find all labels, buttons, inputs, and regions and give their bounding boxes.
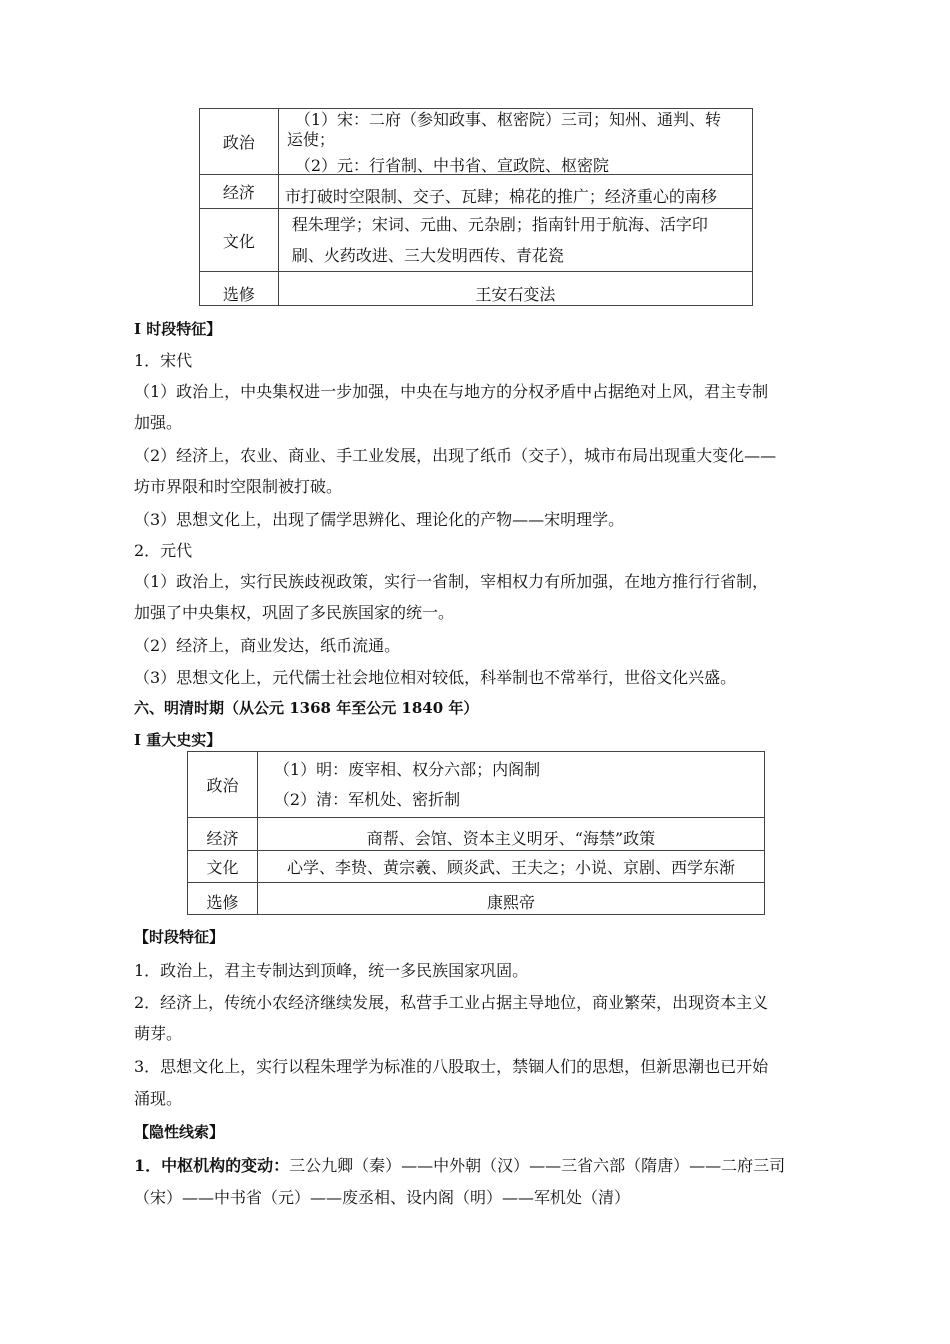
- table-row: [188, 883, 765, 915]
- content-line: （1）宋：二府（参知政事、枢密院）三司；知州、通判、转: [294, 110, 722, 129]
- table-row: [188, 752, 765, 818]
- row-content: [257, 851, 764, 883]
- content-line: 程朱理学；宋词、元曲、元杂剧；指南针用于航海、活字印: [291, 215, 708, 234]
- subsection-title: 1．宋代: [134, 351, 193, 370]
- paragraph-line: （2）经济上，农业、商业、手工业发展，出现了纸币（交子），城市布局出现重大变化——: [134, 446, 777, 465]
- paragraph-line: 1．政治上，君主专制达到顶峰，统一多民族国家巩固。: [134, 961, 529, 980]
- content-line: 王安石变法: [475, 285, 556, 304]
- row-label: 选修: [188, 883, 258, 915]
- row-label: 政治: [200, 109, 279, 175]
- content-line: 市打破时空限制、交子、瓦肆；棉花的推广；经济重心的南移: [284, 187, 717, 206]
- content-line: 心学、李贽、黄宗羲、顾炎武、王夫之；小说、京剧、西学东渐: [286, 858, 735, 877]
- chapter-title-range: （从公元 1368 年至公元 1840 年）: [224, 699, 479, 717]
- subsection-title: 2．元代: [134, 541, 193, 560]
- content-line: 商帮、会馆、资本主义明牙、“海禁”政策: [366, 828, 656, 848]
- row-content: [257, 752, 764, 818]
- row-label: 政治: [188, 752, 258, 818]
- table-row: [200, 109, 753, 175]
- row-label: 文化: [188, 851, 258, 883]
- table-row: [188, 851, 765, 883]
- section-heading: I 时段特征】: [134, 320, 222, 338]
- paragraph-line: （1）政治上，中央集权进一步加强，中央在与地方的分权矛盾中占据绝对上风，君主专制: [134, 382, 769, 401]
- paragraph-line: 加强。: [134, 413, 183, 432]
- content-line: 康熙帝: [486, 893, 535, 912]
- item-text: 三公九卿（秦）——中外朝（汉）——三省六部（隋唐）——二府三司: [289, 1156, 786, 1175]
- row-label: 选修: [200, 272, 279, 306]
- section-heading: 【时段特征】: [134, 928, 225, 946]
- chapter-title: [134, 697, 478, 718]
- section-heading: 【隐性线索】: [134, 1123, 225, 1141]
- table-row: [200, 175, 753, 209]
- paragraph-line: 涌现。: [134, 1089, 183, 1108]
- content-line: （2）清：军机处、密折制: [273, 789, 461, 809]
- chapter-title-main: 六、明清时期: [134, 699, 225, 717]
- paragraph-line: （1）政治上，实行民族歧视政策，实行一省制，宰相权力有所加强，在地方推行行省制，: [134, 572, 769, 591]
- row-label: 经济: [200, 175, 279, 209]
- table-row: [200, 209, 753, 272]
- paragraph-line: 萌芽。: [134, 1024, 183, 1043]
- paragraph-line: （2）经济上，商业发达，纸币流通。: [134, 636, 401, 655]
- table-row: [188, 818, 765, 851]
- section-heading: I 重大史实】: [134, 731, 222, 749]
- song-yuan-table: [199, 108, 753, 306]
- content-line: （1）明：废宰相、权分六部；内阁制: [273, 759, 541, 779]
- row-content: [278, 272, 752, 306]
- paragraph-line: 加强了中央集权，巩固了多民族国家的统一。: [134, 603, 455, 622]
- paragraph-line: 2．经济上，传统小农经济继续发展，私营手工业占据主导地位，商业繁荣，出现资本主义: [134, 993, 769, 1012]
- row-content: [257, 818, 764, 851]
- paragraph-line: （3）思想文化上，元代儒士社会地位相对较低，科举制也不常举行，世俗文化兴盛。: [134, 668, 737, 687]
- ming-qing-table: [187, 751, 765, 915]
- content-line: （2）元：行省制、中书省、宣政院、枢密院: [294, 156, 610, 174]
- item-label: 1．中枢机构的变动：: [134, 1156, 290, 1175]
- content-line: 运使；: [286, 130, 335, 149]
- paragraph-line: 坊市界限和时空限制被打破。: [134, 477, 343, 496]
- paragraph-line: （宋）——中书省（元）——废丞相、设内阁（明）——军机处（清）: [134, 1188, 631, 1207]
- paragraph-line: 3．思想文化上，实行以程朱理学为标准的八股取士，禁锢人们的思想，但新思潮也已开始: [134, 1057, 769, 1076]
- row-content: [257, 883, 764, 915]
- row-content: [278, 109, 752, 175]
- row-content: [278, 209, 752, 272]
- row-label: 经济: [188, 818, 258, 851]
- table-row: [200, 272, 753, 306]
- paragraph-line: （3）思想文化上，出现了儒学思辨化、理论化的产物——宋明理学。: [134, 510, 625, 529]
- content-line: 刷、火药改进、三大发明西传、青花瓷: [291, 246, 564, 265]
- paragraph-line: [134, 1153, 785, 1176]
- row-label: 文化: [200, 209, 279, 272]
- row-content: [278, 175, 752, 209]
